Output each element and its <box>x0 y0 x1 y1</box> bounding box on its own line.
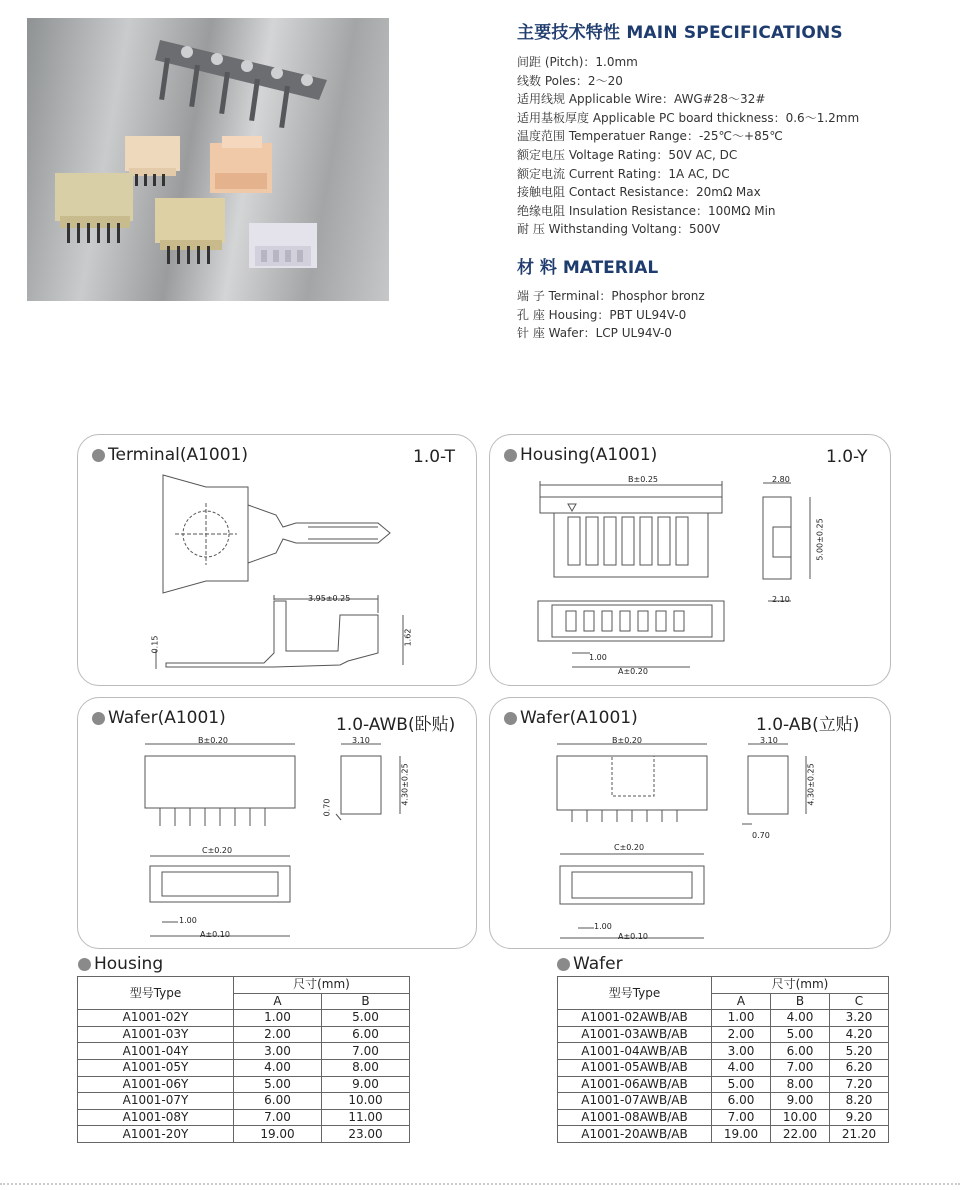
dim-label: 4.30±0.25 <box>806 763 816 806</box>
cell: A1001-07Y <box>78 1093 234 1110</box>
cell: A1001-20Y <box>78 1126 234 1143</box>
terminal-strip-image <box>155 40 327 128</box>
dim-label: 1.62 <box>403 628 413 647</box>
cell: 5.00 <box>712 1076 771 1093</box>
material-item: 端 子 Terminal：Phosphor bronz <box>517 289 705 303</box>
table-row <box>78 1126 410 1143</box>
cell: 10.00 <box>322 1093 410 1110</box>
wafer-ab-side-outline <box>748 756 788 814</box>
dim-label: 1.00 <box>179 916 197 925</box>
table-row <box>78 1026 410 1043</box>
wafer-awb-drawing-panel <box>77 697 477 949</box>
wafer-small-image <box>125 136 180 186</box>
spec-item: 额定电压 Voltage Rating：50V AC, DC <box>517 147 738 162</box>
cell: 7.20 <box>830 1076 889 1093</box>
wafer-ab-panel-title <box>504 708 638 728</box>
cell: 4.00 <box>712 1059 771 1076</box>
wafer-ab-drawing <box>490 698 890 948</box>
cell: 1.00 <box>234 1010 322 1027</box>
dim-label: 5.00±0.25 <box>815 518 825 561</box>
spec-item: 接触电阻 Contact Resistance：20mΩ Max <box>517 185 761 200</box>
housing-drawing <box>490 435 890 685</box>
dim-label: 1.00 <box>589 653 607 662</box>
housing-white-image <box>249 223 317 268</box>
main-specifications <box>517 18 947 239</box>
cell: 5.00 <box>234 1076 322 1093</box>
spec-item: 适用线规 Applicable Wire：AWG#28～32# <box>517 92 766 107</box>
cell: 6.00 <box>234 1093 322 1110</box>
cell: 2.00 <box>234 1026 322 1043</box>
table-row <box>558 1109 889 1126</box>
material-section <box>517 253 937 343</box>
cell: 7.00 <box>712 1109 771 1126</box>
dim-label: 4.30±0.25 <box>400 763 410 806</box>
bullet-icon <box>504 712 517 725</box>
housing-table-title <box>78 954 163 974</box>
cell: 19.00 <box>712 1126 771 1143</box>
table-row <box>558 1043 889 1060</box>
cell: 6.20 <box>830 1059 889 1076</box>
dim-label: 0.70 <box>752 831 770 840</box>
cell: 5.00 <box>771 1026 830 1043</box>
cell: 4.00 <box>771 1010 830 1027</box>
cell: 8.20 <box>830 1093 889 1110</box>
wafer-awb-bottom-outline <box>150 866 290 902</box>
dim-label: C±0.20 <box>614 843 645 852</box>
wafer-awb-front-outline <box>145 756 295 808</box>
terminal-panel-title <box>92 445 248 465</box>
column-header: C <box>830 993 889 1010</box>
cell: 7.00 <box>322 1043 410 1060</box>
dim-label: 1.00 <box>594 922 612 931</box>
table-row <box>78 1076 410 1093</box>
type-header: 型号Type <box>558 977 712 1010</box>
material-title: 材 料 MATERIAL <box>517 258 659 278</box>
panel-title-text: Housing(A1001) <box>520 445 658 465</box>
table-row <box>558 1010 889 1027</box>
wafer-medium-image <box>155 198 225 264</box>
wafer-large-image <box>55 173 133 243</box>
wafer-table <box>557 976 889 1143</box>
housing-side-outline <box>763 497 791 579</box>
table-row <box>78 1109 410 1126</box>
spec-item: 温度范围 Temperatuer Range：-25℃～+85℃ <box>517 129 783 144</box>
cell: 8.00 <box>771 1076 830 1093</box>
cell: 4.20 <box>830 1026 889 1043</box>
bullet-icon <box>78 958 91 971</box>
material-item: 孔 座 Housing：PBT UL94V-0 <box>517 307 687 322</box>
cell: 9.00 <box>322 1076 410 1093</box>
dim-label: 2.80 <box>772 475 790 484</box>
wafer-ab-front-outline <box>557 756 707 810</box>
dim-label: A±0.10 <box>200 930 230 939</box>
cell: 21.20 <box>830 1126 889 1143</box>
material-item: 针 座 Wafer：LCP UL94V-0 <box>517 326 672 341</box>
cell: 3.20 <box>830 1010 889 1027</box>
wafer-table-title <box>557 954 623 974</box>
cell: 8.00 <box>322 1059 410 1076</box>
dim-label: 0.70 <box>322 798 332 817</box>
dim-label: A±0.20 <box>618 667 648 676</box>
cell: 6.00 <box>771 1043 830 1060</box>
column-header: A <box>712 993 771 1010</box>
product-photo <box>27 18 389 301</box>
terminal-side-outline <box>166 601 378 667</box>
terminal-barrel-outline <box>248 505 390 563</box>
cell: 6.00 <box>712 1093 771 1110</box>
dim-label: B±0.20 <box>198 736 229 745</box>
table-title-text: Housing <box>94 954 164 974</box>
cell: A1001-06Y <box>78 1076 234 1093</box>
wafer-awb-panel-code: 1.0-AWB(卧贴) <box>336 715 456 735</box>
wafer-ab-drawing-panel <box>489 697 891 949</box>
wafer-awb-drawing <box>78 698 476 948</box>
column-header: A <box>234 993 322 1010</box>
bullet-icon <box>557 958 570 971</box>
dim-label: C±0.20 <box>202 846 233 855</box>
cell: 5.20 <box>830 1043 889 1060</box>
terminal-drawing <box>78 435 476 685</box>
column-header: B <box>322 993 410 1010</box>
spec-item: 绝缘电阻 Insulation Resistance：100MΩ Min <box>517 203 776 218</box>
product-photo-drawing <box>27 18 389 301</box>
cell: 19.00 <box>234 1126 322 1143</box>
cell: A1001-05AWB/AB <box>558 1059 712 1076</box>
dim-label: A±0.10 <box>618 932 648 941</box>
housing-peach-image <box>210 136 272 193</box>
terminal-drawing-panel <box>77 434 477 686</box>
cell: A1001-02Y <box>78 1010 234 1027</box>
dim-label: 3.10 <box>760 736 778 745</box>
dim-label: B±0.20 <box>612 736 643 745</box>
spec-item: 适用基板厚度 Applicable PC board thickness：0.6～1.2mm <box>517 110 860 125</box>
cell: A1001-04AWB/AB <box>558 1043 712 1060</box>
cell: A1001-04Y <box>78 1043 234 1060</box>
table-row <box>558 1126 889 1143</box>
panel-title-text: Wafer(A1001) <box>520 708 638 728</box>
bullet-icon <box>504 449 517 462</box>
cell: 5.00 <box>322 1010 410 1027</box>
panel-title-text: Wafer(A1001) <box>108 708 226 728</box>
table-title-text: Wafer <box>573 954 623 974</box>
table-row <box>78 1093 410 1110</box>
cell: 3.00 <box>712 1043 771 1060</box>
table-row <box>558 1076 889 1093</box>
cell: A1001-03Y <box>78 1026 234 1043</box>
cell: A1001-20AWB/AB <box>558 1126 712 1143</box>
cell: 9.20 <box>830 1109 889 1126</box>
housing-panel-title <box>504 445 657 465</box>
panel-title-text: Terminal(A1001) <box>108 445 249 465</box>
cell: 3.00 <box>234 1043 322 1060</box>
wafer-awb-panel-title <box>92 708 226 728</box>
cell: 9.00 <box>771 1093 830 1110</box>
cell: A1001-02AWB/AB <box>558 1010 712 1027</box>
cell: 1.00 <box>712 1010 771 1027</box>
table-row <box>558 1059 889 1076</box>
cell: 4.00 <box>234 1059 322 1076</box>
wafer-awb-side-outline <box>341 756 381 814</box>
cell: 23.00 <box>322 1126 410 1143</box>
spec-item: 间距 (Pitch)：1.0mm <box>517 55 638 69</box>
dim-label: 3.95±0.25 <box>308 594 351 603</box>
cell: A1001-08Y <box>78 1109 234 1126</box>
spec-item: 耐 压 Withstanding Voltang：500V <box>517 222 721 237</box>
cell: 11.00 <box>322 1109 410 1126</box>
cell: 7.00 <box>234 1109 322 1126</box>
table-row <box>78 1059 410 1076</box>
dim-label: 3.10 <box>352 736 370 745</box>
cell: 22.00 <box>771 1126 830 1143</box>
housing-front-outline <box>554 513 708 577</box>
cell: A1001-06AWB/AB <box>558 1076 712 1093</box>
dim-label: B±0.25 <box>628 475 659 484</box>
column-header: B <box>771 993 830 1010</box>
cell: A1001-03AWB/AB <box>558 1026 712 1043</box>
cell: 2.00 <box>712 1026 771 1043</box>
housing-panel-code: 1.0-Y <box>826 447 868 467</box>
specifications-title: 主要技术特性 MAIN SPECIFICATIONS <box>517 23 843 43</box>
dim-label: 2.10 <box>772 595 790 604</box>
cell: 6.00 <box>322 1026 410 1043</box>
bullet-icon <box>92 712 105 725</box>
housing-drawing-panel <box>489 434 891 686</box>
spec-item: 线数 Poles：2～20 <box>517 73 623 88</box>
table-row <box>78 1043 410 1060</box>
cell: A1001-07AWB/AB <box>558 1093 712 1110</box>
terminal-panel-code: 1.0-T <box>413 447 455 467</box>
table-row <box>558 1026 889 1043</box>
table-row <box>558 1093 889 1110</box>
cell: A1001-05Y <box>78 1059 234 1076</box>
spec-item: 额定电流 Current Rating：1A AC, DC <box>517 166 730 181</box>
cell: 7.00 <box>771 1059 830 1076</box>
footer-divider <box>0 1183 960 1185</box>
size-header: 尺寸(mm) <box>234 977 410 994</box>
size-header: 尺寸(mm) <box>712 977 889 994</box>
dim-label: 0.15 <box>150 635 160 654</box>
table-row <box>78 1010 410 1027</box>
cell: 10.00 <box>771 1109 830 1126</box>
cell: A1001-08AWB/AB <box>558 1109 712 1126</box>
wafer-ab-panel-code: 1.0-AB(立贴) <box>756 715 860 735</box>
housing-table <box>77 976 410 1143</box>
bullet-icon <box>92 449 105 462</box>
type-header: 型号Type <box>78 977 234 1010</box>
